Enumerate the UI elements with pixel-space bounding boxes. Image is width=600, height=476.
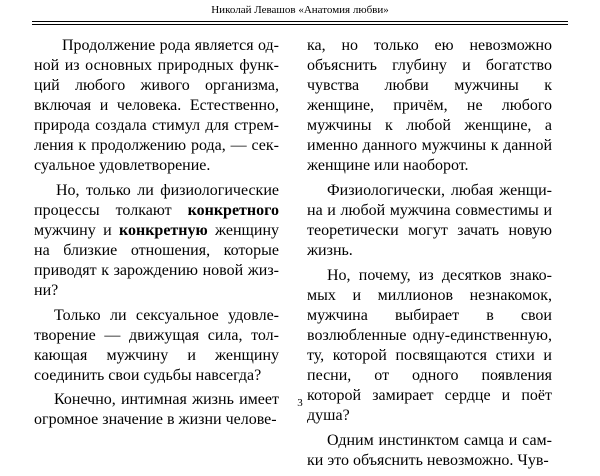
paragraph: Одним инстинктом самца и самки это объяснить невозможно. Чув-	[307, 432, 552, 469]
left-text-column	[34, 36, 279, 435]
paragraph-text: Но, только ли физиологические процессы толкают	[34, 182, 279, 219]
paragraph	[34, 181, 279, 301]
paragraph: Но, почему, из десятков знакомых и миллионов незнакомок, мужчина выбирает в свои возлюбленные одну-единственную, ту, которой посвящаются стихи и песни, от одного появления которой замирает сердце и поёт душа?	[307, 267, 552, 424]
paragraph-text: мужчину и	[34, 222, 119, 239]
right-text-column	[307, 36, 552, 476]
header-rule-thin	[32, 24, 568, 25]
bold-emphasis: конкретного	[187, 202, 279, 219]
page-number: 3	[297, 397, 303, 409]
header-rule-thick	[32, 21, 568, 22]
paragraph-text: женщину на близкие отношения, которые приводят к зарождению новой жизни?	[34, 222, 279, 299]
paragraph-continued: ка, но только ею невозможно объяснить глубину и богатство чувства любви мужчины к женщине, причём, не любого мужчины к любой женщине, а именно данного мужчины к данной женщине или наоборот.	[307, 37, 552, 174]
running-header: Николай Левашов «Анатомия любви»	[211, 4, 389, 16]
paragraph: Только ли сексуальное удовлетворение — движущая сила, толкающая мужчину и женщину соединить свои судьбы навсегда?	[34, 307, 279, 384]
paragraph: Конечно, интимная жизнь имеет огромное значение в жизни челове-	[34, 391, 279, 428]
paragraph: Продолжение рода является одной из основных природных функций любого живого организма, включая и человека. Естественно, природа создала стимул для стремления к продолжению рода, — сексуальное удовлетворение.	[34, 37, 279, 174]
bold-emphasis: конкретную	[118, 222, 208, 239]
paragraph: Физиологически, любая женщина и любой мужчина совместимы и теоретически могут зачать новую жизнь.	[307, 182, 552, 259]
